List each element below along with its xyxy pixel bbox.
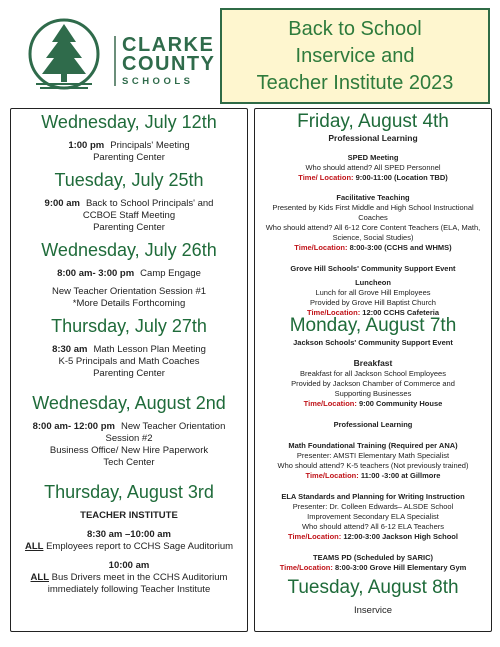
emphasis-all: ALL [24, 541, 44, 552]
time-location-label: Time/Location: [294, 243, 348, 252]
logo-wordmark [122, 36, 215, 88]
session-time-location [255, 243, 491, 253]
session-time-location [255, 532, 491, 542]
session-title: Math Foundational Training (Required per ANA) [288, 441, 458, 450]
left-schedule-panel [10, 108, 248, 632]
time-location-label: Time/Location: [288, 532, 342, 541]
session-title: Facilitative Teaching [336, 193, 410, 202]
event-location: Parenting Center [93, 222, 165, 233]
session-time-location [255, 563, 491, 573]
title-line-1: Back to School [288, 18, 422, 40]
time-location-label: Time/ Location: [298, 173, 354, 182]
event-july-26 [11, 239, 247, 310]
pine-tree-icon [22, 16, 106, 96]
session-time-location [255, 471, 491, 481]
session-presenter: Presenter: AMSTI Elementary Math Specialist [296, 451, 450, 460]
event-august-2 [11, 392, 247, 469]
time-location-label: Time/Location: [305, 471, 359, 480]
session-line: Coaches [358, 213, 388, 222]
session-line: Presented by Kids First Middle and High School Instructional [272, 203, 474, 212]
event-line [11, 344, 247, 356]
time-location-label: Time/Location: [303, 399, 357, 408]
session-title: SPED Meeting [347, 153, 399, 162]
time-location-value: 12:00 CCHS Cafeteria [360, 308, 439, 317]
title-line-2: Inservice and [295, 45, 415, 67]
session-teams-pd [255, 553, 491, 573]
session-subtitle: Luncheon [355, 278, 391, 287]
session-line: Provided by Jackson Chamber of Commerce and [291, 379, 455, 388]
time-location-value: 11:00 -3:00 at Gillmore [358, 471, 441, 480]
session-line: Improvement Secondary ELA Specialist [307, 512, 439, 521]
event-august-4 [255, 111, 491, 318]
time-location-value: 8:00-3:00 Grove Hill Elementary Gym [332, 563, 467, 572]
session-title: Breakfast [353, 358, 393, 368]
event-august-7 [255, 315, 491, 573]
event-location: Parenting Center [93, 368, 165, 379]
session-title: Grove Hill Schools' Community Support Event [290, 264, 456, 273]
event-august-3 [11, 481, 247, 596]
right-schedule-panel [254, 108, 492, 632]
event-title: Math Lesson Plan Meeting [93, 344, 206, 355]
event-july-25 [11, 169, 247, 234]
date-heading: Wednesday, July 12th [41, 112, 217, 132]
event-time: 9:00 am [44, 198, 80, 209]
event-text: Bus Drivers meet in the CCHS Auditorium [49, 572, 228, 583]
time-location-label: Time/Location: [307, 308, 361, 317]
event-title: New Teacher Orientation [120, 421, 226, 432]
event-time: 8:30 am –10:00 am [87, 529, 171, 540]
session-line: Lunch for all Grove Hill Employees [315, 288, 431, 297]
event-line: K-5 Principals and Math Coaches [58, 356, 200, 367]
event-note: *More Details Forthcoming [72, 298, 186, 309]
session-audience: Who should attend? All 6-12 ELA Teachers [301, 522, 445, 531]
event-line: CCBOE Staff Meeting [82, 210, 176, 221]
title-line-3: Teacher Institute 2023 [256, 72, 454, 94]
session-sped [255, 153, 491, 183]
session-line: Provided by Grove Hill Baptist Church [310, 298, 436, 307]
date-heading: Thursday, July 27th [51, 316, 207, 336]
date-heading: Monday, August 7th [289, 315, 457, 336]
time-location-label: Time/Location: [279, 563, 333, 572]
session-audience: Who should attend? All 6-12 Core Content Teachers (ELA, Math, [265, 223, 481, 232]
event-subheading: TEACHER INSTITUTE [80, 510, 178, 521]
event-time: 8:00 am- 12:00 pm [32, 421, 115, 432]
session-ela-standards [255, 492, 491, 542]
session-math-foundational [255, 441, 491, 481]
event-text: Employees report to CCHS Sage Auditorium [43, 541, 234, 552]
session-line: Breakfast for all Jackson School Employees [300, 369, 446, 378]
event-time: 8:30 am [52, 344, 88, 355]
logo-divider [114, 36, 116, 86]
event-line [11, 572, 247, 584]
event-july-27 [11, 315, 247, 380]
session-time-location [255, 173, 491, 183]
date-heading: Tuesday, August 8th [287, 577, 459, 598]
date-heading: Wednesday, August 2nd [32, 393, 226, 413]
session-time-location [255, 399, 491, 409]
event-time: 1:00 pm [68, 140, 105, 151]
page-title [220, 8, 490, 104]
session-line: Science, Social Studies) [332, 233, 414, 242]
section-subheading: Professional Learning [333, 420, 413, 429]
event-line: New Teacher Orientation Session #1 [51, 286, 207, 297]
clarke-county-schools-logo [22, 16, 218, 96]
event-line [11, 268, 247, 280]
session-title: ELA Standards and Planning for Writing Instruction [281, 492, 465, 501]
event-august-8 [255, 577, 491, 617]
date-heading: Wednesday, July 26th [41, 240, 217, 260]
event-july-12 [11, 111, 247, 164]
section-subheading: Professional Learning [328, 133, 418, 143]
event-line [11, 140, 247, 152]
section-subheading: Jackson Schools' Community Support Event [293, 338, 453, 347]
event-line: Inservice [353, 605, 392, 616]
session-audience: Who should attend? All SPED Personnel [305, 163, 441, 172]
event-line [11, 421, 247, 433]
time-location-value: 8:00-3:00 (CCHS and WHMS) [347, 243, 452, 252]
date-heading: Friday, August 4th [297, 111, 449, 132]
event-title: Camp Engage [140, 268, 201, 279]
event-title: Principals' Meeting [110, 140, 190, 151]
session-line: Supporting Businesses [334, 389, 412, 398]
emphasis-all: ALL [30, 572, 49, 583]
date-heading: Thursday, August 3rd [44, 482, 214, 502]
event-location: Tech Center [103, 457, 155, 468]
session-grove-hill-luncheon [255, 264, 491, 318]
time-location-value: 12:00-3:00 Jackson High School [341, 532, 458, 541]
event-line: Session #2 [105, 433, 153, 444]
time-location-value: 9:00-11:00 (Location TBD) [353, 173, 448, 182]
date-heading: Tuesday, July 25th [54, 170, 204, 190]
event-time: 8:00 am- 3:00 pm [57, 268, 135, 279]
session-presenter: Presenter: Dr. Colleen Edwards– ALSDE School [292, 502, 454, 511]
logo-line-2: COUNTY [122, 53, 216, 75]
session-audience: Who should attend? K-5 teachers (Not previously trained) [277, 461, 469, 470]
logo-line-3: SCHOOLS [122, 76, 194, 87]
event-line [11, 198, 247, 210]
session-facilitative-teaching [255, 193, 491, 253]
session-title: TEAMS PD (Scheduled by SARIC) [312, 553, 433, 562]
event-line: Business Office/ New Hire Paperwork [49, 445, 209, 456]
logo-line-1: CLARKE [122, 34, 215, 56]
event-line [11, 541, 247, 553]
event-location: Parenting Center [93, 152, 165, 163]
time-location-value: 9:00 Community House [356, 399, 443, 408]
event-time: 10:00 am [108, 560, 150, 571]
session-breakfast [255, 358, 491, 409]
event-line: immediately following Teacher Institute [47, 584, 211, 595]
event-title: Back to School Principals' and [85, 198, 214, 209]
